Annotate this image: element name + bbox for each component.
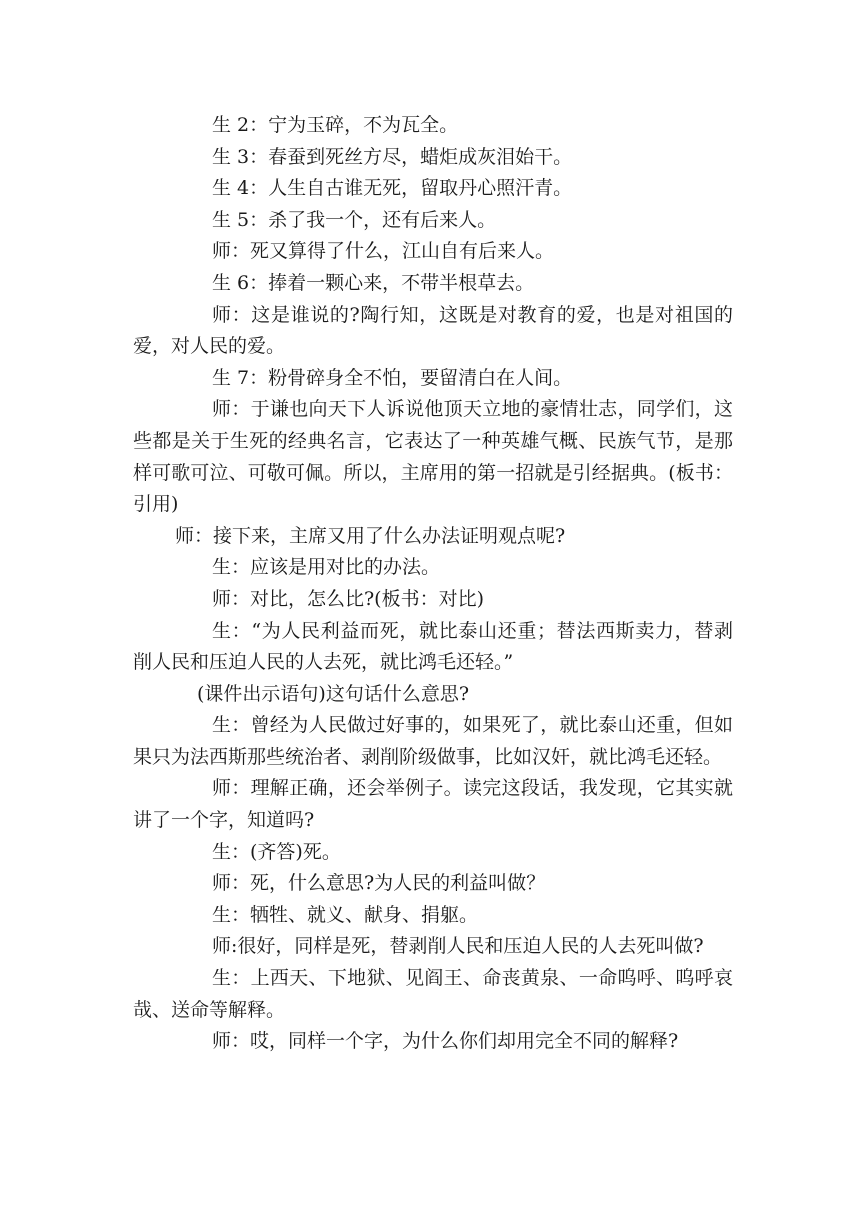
paragraph-3: 生 4：人生自古谁无死，留取丹心照汗青。 [212,177,573,200]
paragraph-8: 生 7：粉骨碎身全不怕，要留清白在人间。 [212,366,573,389]
paragraph-20: 师:很好，同样是死，替剥削人民和压迫人民的人去死叫做? [212,935,704,958]
paragraph-22: 师：哎，同样一个字，为什么你们却用完全不同的解释? [212,1030,679,1053]
paragraph-13: 生：“为人民利益而死，就比泰山还重；替法西斯卖力，替剥削人民和压迫人民的人去死，就比鸿毛还轻。” [133,619,733,674]
paragraph-21: 生：上西天、下地狱、见阎王、命丧黄泉、一命呜呼、呜呼哀哉、送命等解释。 [133,967,733,1021]
paragraph-18: 师：死，什么意思?为人民的利益叫做？ [212,872,546,895]
paragraph-4: 生 5：杀了我一个，还有后来人。 [212,208,497,231]
paragraph-5: 师：死又算得了什么，江山自有后来人。 [212,240,555,263]
paragraph-12: 师：对比，怎么比?(板书：对比) [212,587,485,610]
paragraph-14: (课件出示语句)这句话什么意思? [197,682,470,705]
paragraph-17: 生：(齐答)死。 [212,840,341,863]
paragraph-1: 生 2：宁为玉碎，不为瓦全。 [212,114,459,136]
paragraph-9: 师：于谦也向天下人诉说他顶天立地的豪情壮志，同学们，这些都是关于生死的经典名言，它表达了一种英雄气概、民族气节，是那样可歌可泣、可敬可佩。所以，主席用的第一招就是引经据典。(板书：引用) [133,398,733,516]
paragraph-6: 生 6：捧着一颗心来，不带半根草去。 [212,271,535,294]
paragraph-16: 师：理解正确，还会举例子。读完这段话，我发现，它其实就讲了一个字，知道吗? [133,777,733,832]
paragraph-15: 生：曾经为人民做过好事的，如果死了，就比泰山还重，但如果只为法西斯那些统治者、剥削阶级做事，比如汉奸，就比鸿毛还轻。 [133,714,733,768]
document-body [133,110,733,1058]
paragraph-7: 师：这是谁说的?陶行知，这既是对教育的爱，也是对祖国的爱，对人民的爱。 [133,303,733,358]
paragraph-2: 生 3：春蚕到死丝方尽，蜡炬成灰泪始干。 [212,145,573,168]
paragraph-10: 师：接下来，主席又用了什么办法证明观点呢? [175,524,566,547]
paragraph-19: 生：牺牲、就义、献身、捐躯。 [212,903,479,926]
paragraph-11: 生：应该是用对比的办法。 [212,556,441,579]
